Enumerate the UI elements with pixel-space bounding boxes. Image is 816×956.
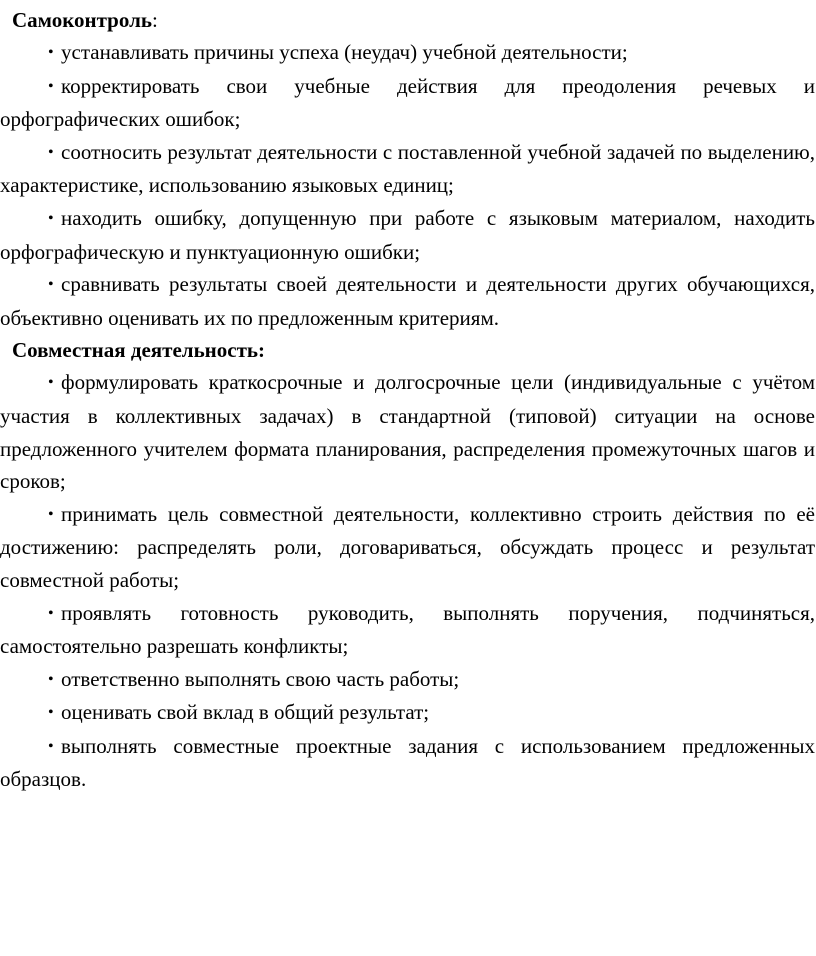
list-item-text: ответственно выполнять свою часть работы; [61, 666, 460, 691]
list-item [0, 663, 816, 697]
bullet-icon: • [48, 276, 54, 294]
list-item [0, 730, 816, 796]
bullet-icon: • [48, 670, 54, 688]
bullet-icon: • [48, 604, 54, 622]
bullet-icon: • [48, 505, 54, 523]
list-item [0, 136, 816, 202]
list-item-text: оценивать свой вклад в общий результат; [61, 700, 430, 725]
section-heading [0, 4, 816, 36]
bullet-icon: • [48, 737, 54, 755]
list-item-text: находить ошибку, допущенную при работе с языковым материалом, находить орфографическую и пунктуационную ошибки; [0, 205, 815, 264]
list-item [0, 696, 816, 730]
section-heading-text: Совместная деятельность: [12, 338, 266, 363]
list-item [0, 498, 816, 597]
section-heading-text: Самоконтроль [12, 8, 152, 32]
list-item-text: сравнивать результаты своей деятельности и деятельности других обучающихся, объективно оценивать их по предложенным критериям. [0, 272, 815, 330]
list-item [0, 202, 816, 268]
bullet-icon: • [48, 704, 54, 722]
list-item-text: проявлять готовность руководить, выполнять поручения, подчиняться, самостоятельно разрешать конфликты; [0, 600, 815, 659]
list-item-text: выполнять совместные проектные задания с использованием предложенных образцов. [0, 733, 815, 792]
bullet-list [0, 36, 816, 334]
list-item-text: корректировать свои учебные действия для преодоления речевых и орфографических ошибок; [0, 73, 815, 132]
list-item [0, 36, 816, 70]
list-item-text: устанавливать причины успеха (неудач) учебной деятельности; [61, 40, 628, 64]
section-heading-colon: : [151, 8, 158, 32]
bullet-icon: • [48, 143, 54, 161]
bullet-icon: • [48, 77, 54, 95]
list-item [0, 70, 816, 136]
list-item-text: формулировать краткосрочные и долгосрочные цели (индивидуальные с учётом участия в коллективных задачах) в стандартной (типовой) ситуации на основе предложенного учителем формата планирования, распределения промежуточных шагов и сроков; [0, 370, 815, 494]
section-joint-activity [0, 334, 816, 796]
bullet-icon: • [48, 44, 54, 61]
bullet-icon: • [48, 209, 54, 227]
list-item-text: соотносить результат деятельности с поставленной учебной задачей по выделению, характеристике, использованию языковых единиц; [0, 139, 815, 198]
section-self-control [0, 4, 816, 334]
list-item [0, 268, 816, 334]
list-item [0, 597, 816, 663]
list-item [0, 366, 816, 497]
bullet-icon: • [48, 374, 54, 392]
list-item-text: принимать цель совместной деятельности, коллективно строить действия по её достижению: распределять роли, договариваться, обсуждать процесс и результат совместной работы; [0, 501, 815, 592]
section-heading [0, 334, 816, 366]
bullet-list [0, 366, 816, 796]
